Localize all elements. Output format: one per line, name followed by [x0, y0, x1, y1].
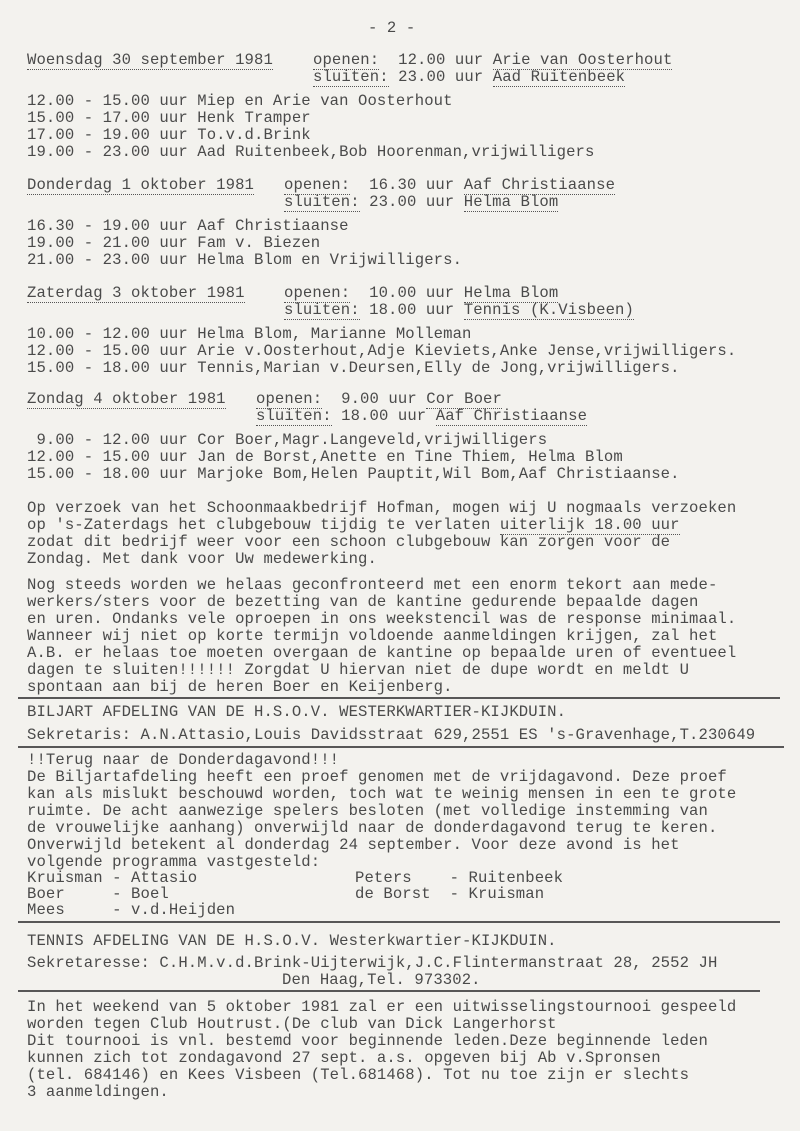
paragraph-line: Onverwijld betekent al donderdag 24 september. Voor deze avond is het — [27, 836, 680, 854]
match-pair: Peters - Ruitenbeek — [355, 869, 564, 887]
paragraph-line: De Biljartafdeling heeft een proef genomen met de vrijdagavond. Deze proef — [27, 768, 727, 786]
paragraph-line: werkers/sters voor de bezetting van de kantine gedurende bepaalde dagen — [27, 593, 699, 611]
section-heading: BILJART AFDELING VAN DE H.S.O.V. WESTERKWARTIER-KIJKDUIN. — [27, 703, 567, 721]
paragraph-line: kan als mislukt beschouwd worden, toch wat te weinig mensen in een te grote — [27, 785, 737, 803]
deadline-emphasis: uiterlijk 18.00 uur — [499, 516, 680, 534]
close-time: 18.00 uur — [369, 301, 455, 319]
open-time: 10.00 uur — [369, 284, 455, 302]
shift-line: 19.00 - 23.00 uur Aad Ruitenbeek,Bob Hoorenman,vrijwilligers — [27, 143, 595, 161]
paragraph-line: dagen te sluiten!!!!!! Zorgdat U hiervan niet de dupe wordt en meldt U — [27, 661, 690, 679]
shift-line: 10.00 - 12.00 uur Helma Blom, Marianne Molleman — [27, 325, 472, 343]
page-number: - 2 - — [368, 19, 416, 37]
shift-line: 12.00 - 15.00 uur Miep en Arie van Oosterhout — [27, 92, 453, 110]
paragraph-line: Zondag. Met dank voor Uw medewerking. — [27, 550, 377, 568]
shift-line: 21.00 - 23.00 uur Helma Blom en Vrijwilligers. — [27, 251, 463, 269]
shift-line: 15.00 - 18.00 uur Tennis,Marian v.Deursen,Elly de Jong,vrijwilligers. — [27, 359, 680, 377]
open-time: 9.00 uur — [341, 390, 417, 408]
paragraph-line: worden tegen Club Houtrust.(De club van Dick Langerhorst — [27, 1015, 557, 1033]
paragraph-line: en uren. Ondanks vele oproepen in ons weekstencil was de response minimaal. — [27, 610, 737, 628]
close-label: sluiten: — [256, 407, 332, 425]
close-person: Tennis (K.Visbeen) — [463, 301, 634, 319]
open-label: openen: — [284, 176, 351, 194]
open-label: openen: — [284, 284, 351, 302]
day-heading: Zaterdag 3 oktober 1981 — [27, 284, 245, 302]
open-person: Aaf Christiaanse — [463, 176, 616, 194]
paragraph-line: A.B. er helaas toe moeten overgaan de kantine op bepaalde uren of eventueel — [27, 644, 737, 662]
open-person: Helma Blom — [463, 284, 559, 302]
open-person: Arie van Oosterhout — [492, 51, 673, 69]
day-heading: Donderdag 1 oktober 1981 — [27, 176, 254, 194]
shift-line: 15.00 - 17.00 uur Henk Tramper — [27, 109, 311, 127]
close-time: 18.00 uur — [341, 407, 427, 425]
paragraph-line: (tel. 684146) en Kees Visbeen (Tel.681468). Tot nu toe zijn er slechts — [27, 1066, 690, 1084]
paragraph-line: Dit tournooi is vnl. bestemd voor beginnende leden.Deze beginnende leden — [27, 1032, 708, 1050]
paragraph-line: de vrouwelijke aanhang) onverwijld naar de donderdagavond terug te keren. — [27, 819, 718, 837]
close-label: sluiten: — [313, 68, 389, 86]
close-label: sluiten: — [284, 301, 360, 319]
paragraph-line: ruimte. De acht aanwezige spelers besloten (met volledige instemming van — [27, 802, 708, 820]
secretary-info-continued: Den Haag,Tel. 973302. — [282, 971, 481, 989]
open-time: 16.30 uur — [369, 176, 455, 194]
close-time: 23.00 uur — [369, 193, 455, 211]
divider-rule — [18, 746, 784, 748]
paragraph-line: !!Terug naar de Donderdagavond!!! — [27, 751, 340, 769]
divider-rule — [18, 921, 780, 923]
close-label: sluiten: — [284, 193, 360, 211]
secretary-info: Sekretaris: A.N.Attasio,Louis Davidsstraat 629,2551 ES 's-Gravenhage,T.230649 — [27, 726, 756, 744]
shift-line: 12.00 - 15.00 uur Arie v.Oosterhout,Adje Kieviets,Anke Jense,vrijwilligers. — [27, 342, 737, 360]
open-label: openen: — [313, 51, 380, 69]
day-heading: Woensdag 30 september 1981 — [27, 51, 273, 69]
match-pair: Boer - Boel — [27, 885, 169, 903]
secretary-info: Sekretaresse: C.H.M.v.d.Brink-Uijterwijk,J.C.Flintermanstraat 28, 2552 JH — [27, 954, 718, 972]
match-pair: Mees - v.d.Heijden — [27, 901, 236, 919]
close-person: Aad Ruitenbeek — [492, 68, 626, 86]
open-time: 12.00 uur — [398, 51, 484, 69]
paragraph-line: 3 aanmeldingen. — [27, 1083, 169, 1101]
open-label: openen: — [256, 390, 323, 408]
paragraph-line: volgende programma vastgesteld: — [27, 853, 321, 871]
shift-line: 19.00 - 21.00 uur Fam v. Biezen — [27, 234, 321, 252]
open-person: Cor Boer — [426, 390, 502, 408]
match-pair: de Borst - Kruisman — [355, 885, 545, 903]
shift-line: 12.00 - 15.00 uur Jan de Borst,Anette en Tine Thiem, Helma Blom — [27, 448, 623, 466]
shift-line: 15.00 - 18.00 uur Marjoke Bom,Helen Pauptit,Wil Bom,Aaf Christiaanse. — [27, 465, 680, 483]
match-pair: Kruisman - Attasio — [27, 869, 198, 887]
paragraph-line: zodat dit bedrijf weer voor een schoon clubgebouw kan zorgen voor de — [27, 533, 671, 551]
paragraph-line: kunnen zich tot zondagavond 27 sept. a.s. opgeven bij Ab v.Spronsen — [27, 1049, 661, 1067]
paragraph-line: spontaan aan bij de heren Boer en Keijenberg. — [27, 678, 453, 696]
paragraph-line: Op verzoek van het Schoonmaakbedrijf Hofman, mogen wij U nogmaals verzoeken — [27, 499, 737, 517]
paragraph-line: op 's-Zaterdags het clubgebouw tijdig te verlaten — [27, 516, 500, 534]
shift-line: 16.30 - 19.00 uur Aaf Christiaanse — [27, 217, 349, 235]
day-heading: Zondag 4 oktober 1981 — [27, 390, 226, 408]
paragraph-line: Nog steeds worden we helaas geconfronteerd met een enorm tekort aan mede- — [27, 576, 718, 594]
close-time: 23.00 uur — [398, 68, 484, 86]
shift-line: 9.00 - 12.00 uur Cor Boer,Magr.Langeveld,vrijwilligers — [27, 431, 548, 449]
close-person: Helma Blom — [463, 193, 559, 211]
paragraph-line: Wanneer wij niet op korte termijn voldoende aanmeldingen krijgen, zal het — [27, 627, 718, 645]
section-heading: TENNIS AFDELING VAN DE H.S.O.V. Westerkwartier-KIJKDUIN. — [27, 932, 557, 950]
paragraph-line: In het weekend van 5 oktober 1981 zal er een uitwisselingstournooi gespeeld — [27, 998, 737, 1016]
divider-rule — [18, 697, 780, 699]
divider-rule — [18, 990, 760, 992]
shift-line: 17.00 - 19.00 uur To.v.d.Brink — [27, 126, 311, 144]
close-person: Aaf Christiaanse — [435, 407, 588, 425]
